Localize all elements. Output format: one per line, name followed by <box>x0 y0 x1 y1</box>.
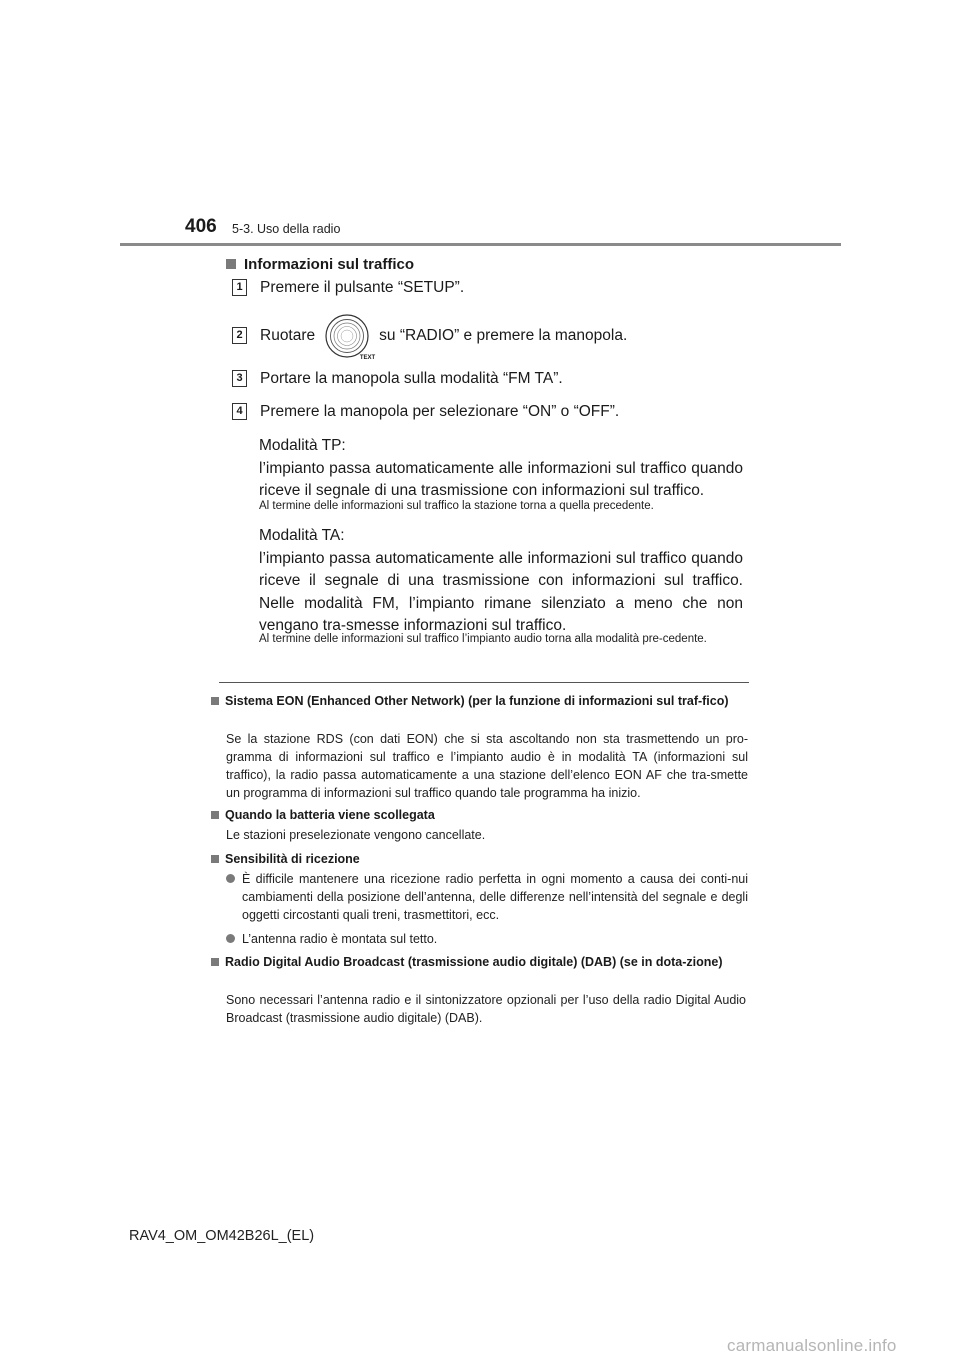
battery-body: Le stazioni preselezionate vengono cancellate. <box>226 828 486 842</box>
eon-body: Se la stazione RDS (con dati EON) che si sta ascoltando non sta trasmettendo un pro-gramma di informazioni sul traffico e l’impianto audio è in modalità TA (informazioni sul traffico), la radio passa automaticamente a una stazione dell’elenco EON AF che tra-smette un programma di informazioni sul traffico quando tale programma ha inizio. <box>226 732 748 800</box>
step-number-badge: 3 <box>232 370 247 387</box>
tp-mode-note: Al termine delle informazioni sul traffico la stazione torna a quella precedente. <box>259 500 654 512</box>
tp-mode-text: l’impianto passa automaticamente alle informazioni sul traffico quando riceve il segnale di una trasmissione con informazioni sul traffico. <box>259 459 743 499</box>
sensitivity-bullet-1 <box>226 870 748 924</box>
step-1 <box>232 279 464 297</box>
step-2 <box>232 314 628 361</box>
tune-knob-icon <box>325 314 376 361</box>
page-number: 406 <box>185 216 217 237</box>
step-text: Portare la manopola sulla modalità “FM TA”. <box>260 370 563 387</box>
step-number-badge: 2 <box>232 327 247 344</box>
sensitivity-bullet-2 <box>226 930 748 948</box>
dab-body: Sono necessari l’antenna radio e il sintonizzatore opzionali per l’uso della radio Digital Audio Broadcast (trasmissione audio digitale) (DAB). <box>226 993 746 1025</box>
battery-heading <box>211 806 748 824</box>
ta-mode-title: Modalità TA: <box>259 527 345 544</box>
footer-document-code: RAV4_OM_OM42B26L_(EL) <box>129 1228 315 1244</box>
dab-heading-text: Radio Digital Audio Broadcast (trasmissione audio digitale) (DAB) (se in dota-zione) <box>225 955 723 969</box>
battery-heading-text: Quando la batteria viene scollegata <box>225 808 435 822</box>
ta-mode-text: l’impianto passa automaticamente alle informazioni sul traffico quando riceve il segnale di una trasmissione con informazioni sul traffico. Nelle modalità FM, l’impianto rimane silenziato a meno che non vengano tra-smesse informazioni sul traffico. <box>259 549 743 634</box>
ta-mode-note: Al termine delle informazioni sul traffico l’impianto audio torna alla modalità pre-cedente. <box>259 633 707 645</box>
step-text: Premere la manopola per selezionare “ON” o “OFF”. <box>260 403 620 420</box>
watermark: carmanualsonline.info <box>727 1336 897 1355</box>
main-heading-text: Informazioni sul traffico <box>244 256 415 273</box>
bullet-icon <box>226 934 235 943</box>
header-rule <box>120 243 841 246</box>
ta-mode-block <box>259 525 743 638</box>
square-marker-icon <box>211 811 219 819</box>
sensitivity-heading-text: Sensibilità di ricezione <box>225 852 360 866</box>
notes-divider <box>219 682 749 683</box>
sensitivity-heading <box>211 850 748 868</box>
step-4 <box>232 403 619 421</box>
step-number-badge: 4 <box>232 403 247 420</box>
eon-heading-text: Sistema EON (Enhanced Other Network) (per la funzione di informazioni sul traf-fico) <box>225 694 729 708</box>
eon-heading <box>211 692 763 710</box>
square-marker-icon <box>211 855 219 863</box>
tp-mode-title: Modalità TP: <box>259 437 346 454</box>
step-text-after: su “RADIO” e premere la manopola. <box>379 327 628 344</box>
square-marker-icon <box>211 958 219 966</box>
step-number-badge: 1 <box>232 279 247 296</box>
dab-heading <box>211 953 763 971</box>
main-heading <box>226 256 414 273</box>
tp-mode-block <box>259 435 743 503</box>
knob-label: TEXT <box>359 355 376 361</box>
bullet-icon <box>226 874 235 883</box>
section-title: 5-3. Uso della radio <box>232 222 341 236</box>
step-text-before: Ruotare <box>260 327 316 344</box>
bullet-text: È difficile mantenere una ricezione radio perfetta in ogni momento a causa dei conti-nui cambiamenti della posizione dell’antenna, delle differenze nell’intensità del segnale e degli oggetti circostanti quali treni, trasmettitori, ecc. <box>242 872 748 922</box>
bullet-text: L’antenna radio è montata sul tetto. <box>242 932 438 946</box>
square-marker-icon <box>226 259 236 269</box>
step-text: Premere il pulsante “SETUP”. <box>260 279 465 296</box>
square-marker-icon <box>211 697 219 705</box>
step-3 <box>232 370 563 388</box>
